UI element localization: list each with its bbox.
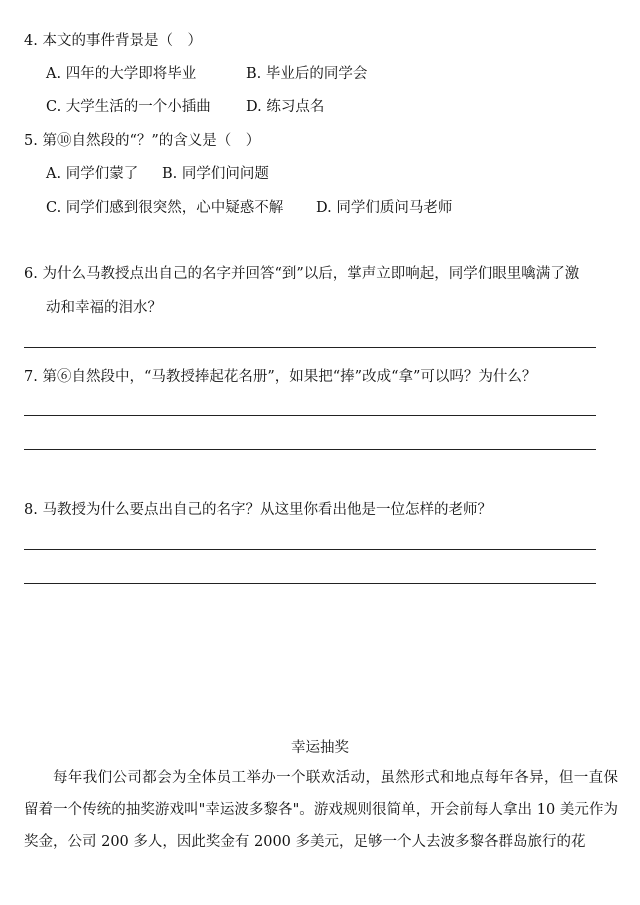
q7-answer-line-2: [24, 449, 596, 450]
q7-stem: 7. 第⑥自然段中，“马教授捧起花名册”，如果把“捧”改成“拿”可以吗？为什么？: [24, 369, 537, 385]
q4-option-d: D. 练习点名: [246, 99, 325, 115]
q6-stem-line-2: 动和幸福的泪水？: [46, 300, 162, 316]
q5-option-a: A. 同学们蒙了: [46, 166, 139, 182]
q8-answer-line-1: [24, 549, 596, 550]
q5-option-d: D. 同学们质问马老师: [316, 200, 453, 216]
q4-option-a: A. 四年的大学即将毕业: [46, 66, 197, 82]
q5-option-b: B. 同学们问问题: [162, 166, 269, 182]
article-paragraph: 每年我们公司都会为全体员工举办一个联欢活动，虽然形式和地点每年各异，但一直保留着一个传统的抽奖游戏叫"幸运波多黎各"。游戏规则很简单，开会前每人拿出 10 美元作为奖金，公司 200 多人，因此奖金有 2000 多美元，足够一个人去波多黎各群岛旅行的花: [24, 770, 618, 850]
q5-stem: 5. 第⑩自然段的“？”的含义是（ ）: [24, 133, 261, 149]
q7-answer-line-1: [24, 415, 596, 416]
q4-stem: 4. 本文的事件背景是（ ）: [24, 33, 202, 49]
q4-option-c: C. 大学生活的一个小插曲: [46, 99, 211, 115]
article-title: 幸运抽奖: [291, 740, 349, 756]
q5-option-c: C. 同学们感到很突然，心中疑惑不解: [46, 200, 284, 216]
q8-stem: 8. 马教授为什么要点出自己的名字？从这里你看出他是一位怎样的老师？: [24, 502, 492, 518]
q6-stem-line-1: 6. 为什么马教授点出自己的名字并回答“到”以后，掌声立即响起，同学们眼里噙满了激: [24, 266, 580, 282]
q4-option-b: B. 毕业后的同学会: [246, 66, 368, 82]
q8-answer-line-2: [24, 583, 596, 584]
q6-answer-line: [24, 347, 596, 348]
